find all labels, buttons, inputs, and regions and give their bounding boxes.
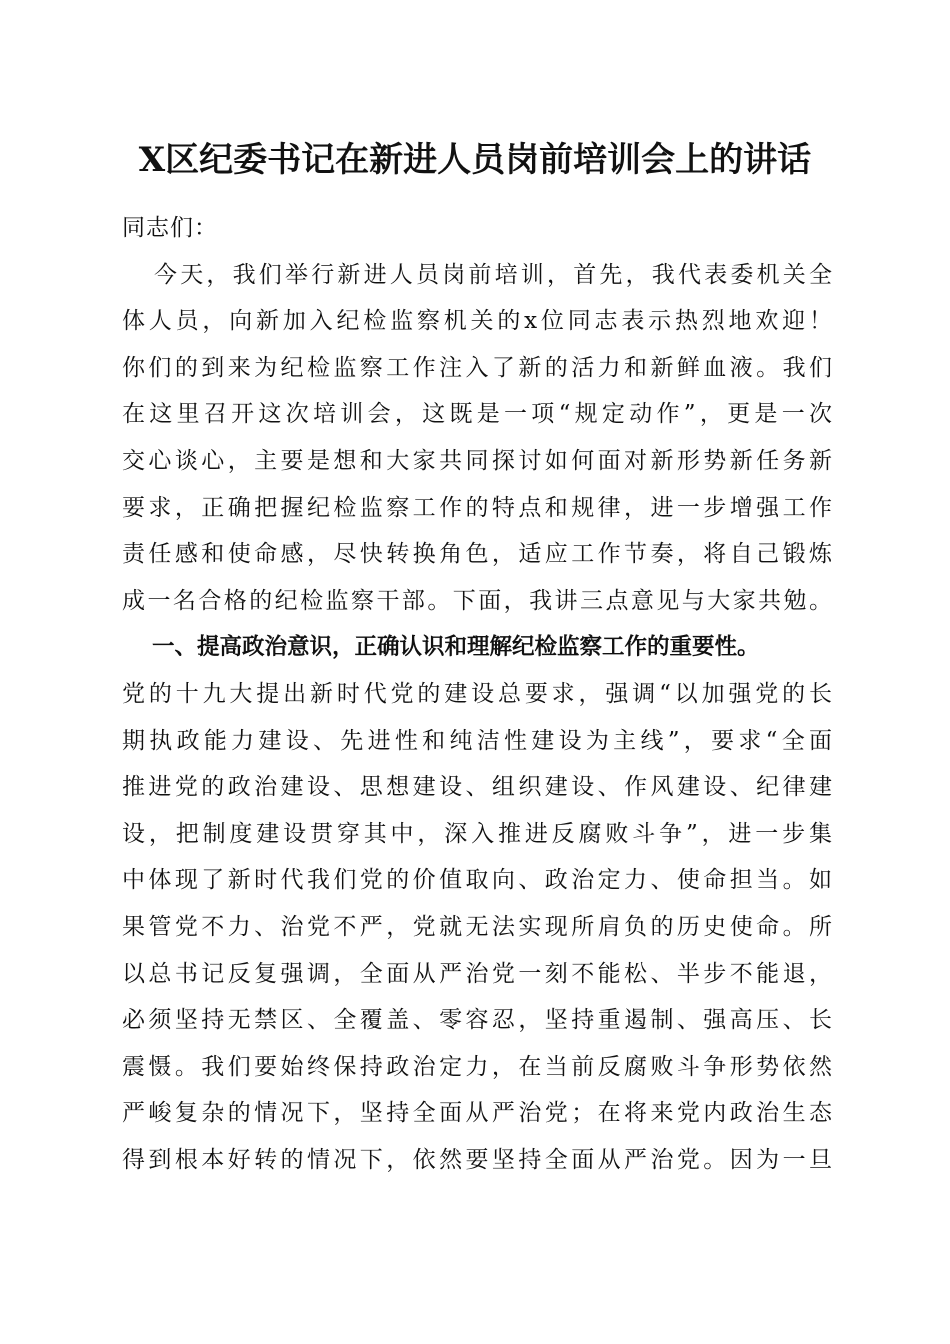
paragraph-line: 体人员，向新加入纪检监察机关的x位同志表示热烈地欢迎！ (122, 308, 832, 335)
paragraph-line: 震慑。我们要始终保持政治定力，在当前反腐败斗争形势依然 (122, 1053, 832, 1080)
document-title: X区纪委书记在新进人员岗前培训会上的讲话 (138, 140, 812, 180)
paragraph-line: 要求，正确把握纪检监察工作的特点和规律，进一步增强工作 (122, 494, 832, 521)
paragraph-line: 果管党不力、治党不严，党就无法实现所肩负的历史使命。所 (122, 913, 832, 940)
paragraph-line: 在这里召开这次培训会，这既是一项“规定动作”，更是一次 (122, 401, 832, 428)
paragraph-line: 成一名合格的纪检监察干部。下面，我讲三点意见与大家共勉。 (122, 587, 832, 614)
paragraph-line: 推进党的政治建设、思想建设、组织建设、作风建设、纪律建 (122, 774, 832, 801)
paragraph-line: 必须坚持无禁区、全覆盖、零容忍，坚持重遏制、强高压、长 (122, 1007, 832, 1034)
paragraph-line: 期执政能力建设、先进性和纯洁性建设为主线”，要求“全面 (122, 727, 832, 754)
paragraph-line: 设，把制度建设贯穿其中，深入推进反腐败斗争”，进一步集 (122, 820, 832, 847)
paragraph-line: 你们的到来为纪检监察工作注入了新的活力和新鲜血液。我们 (122, 354, 832, 381)
paragraph-line: 中体现了新时代我们党的价值取向、政治定力、使命担当。如 (122, 867, 832, 894)
paragraph-line: 严峻复杂的情况下，坚持全面从严治党；在将来党内政治生态 (122, 1100, 832, 1127)
paragraph-line: 党的十九大提出新时代党的建设总要求，强调“以加强党的长 (122, 680, 832, 707)
paragraph-line: 交心谈心，主要是想和大家共同探讨如何面对新形势新任务新 (122, 447, 832, 474)
paragraph-line: 得到根本好转的情况下，依然要坚持全面从严治党。因为一旦 (122, 1146, 832, 1173)
document-body (122, 205, 832, 1183)
salutation: 同志们： (122, 215, 218, 241)
paragraph-line: 今天，我们举行新进人员岗前培训，首先，我代表委机关全 (154, 261, 832, 288)
paragraph-line: 以总书记反复强调，全面从严治党一刻不能松、半步不能退， (122, 960, 832, 987)
paragraph-line: 责任感和使命感，尽快转换角色，适应工作节奏，将自己锻炼 (122, 541, 832, 568)
section-heading: 一、提高政治意识，正确认识和理解纪检监察工作的重要性。 (152, 634, 760, 661)
